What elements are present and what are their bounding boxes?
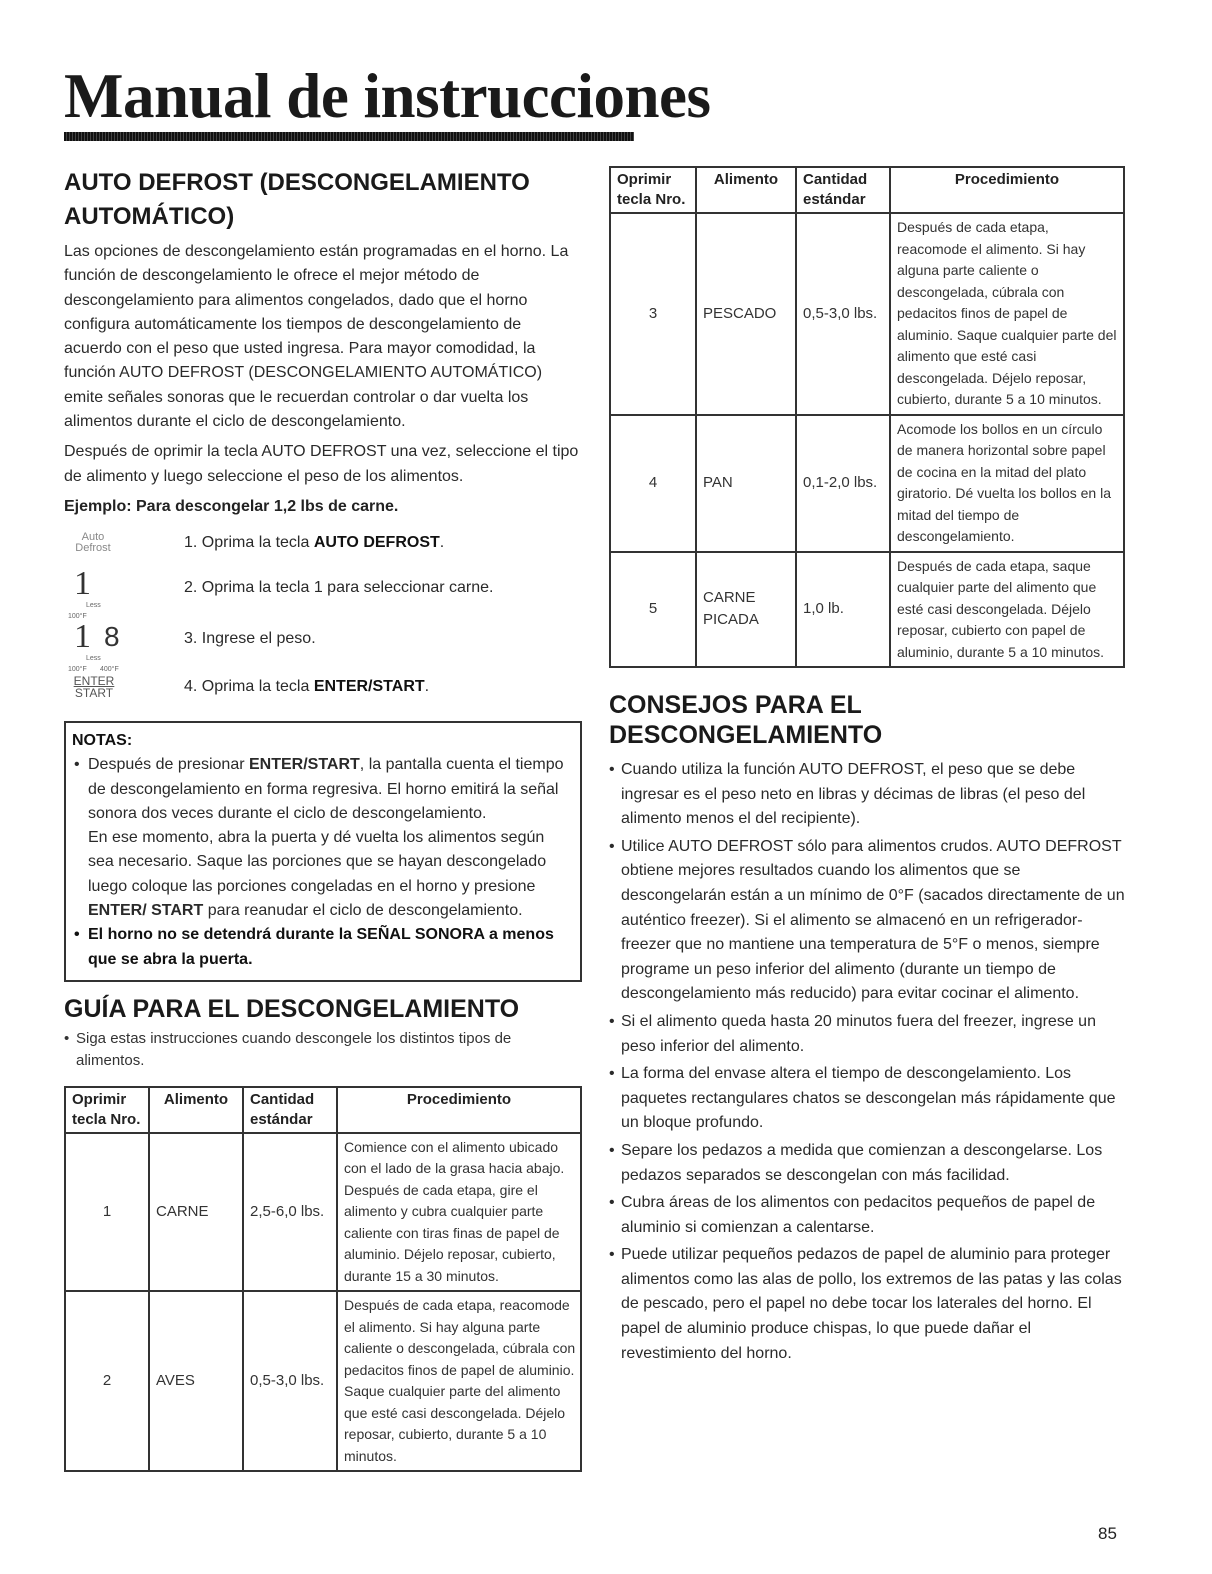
step-1 — [64, 523, 582, 563]
cell-procedure: Comience con el alimento ubicado con el lado de la grasa hacia abajo. Después de cada etapa, gire el alimento y cubra cualquier parte caliente con tiras finas de papel de aluminio. Déjelo reposar, cubierto, durante 15 a 30 minutos. — [337, 1133, 581, 1292]
step-2 — [64, 563, 582, 620]
cell-procedure: Después de cada etapa, reacomode el alimento. Si hay alguna parte caliente o descongelada, cúbrala con pedacitos finos de papel de aluminio. Saque cualquier parte del alimento que esté casi descongelada. Déjelo reposar, cubierto, durante 5 a 10 minutos. — [337, 1291, 581, 1471]
table-header-row — [610, 167, 1124, 213]
list-item: • Separe los pedazos a medida que comienzan a descongelarse. Los pedazos separados se descongelan con más facilidad. — [609, 1139, 1125, 1188]
table-row — [610, 415, 1124, 552]
notes-box — [64, 721, 582, 982]
auto-defrost-intro: Las opciones de descongelamiento están programadas en el horno. La función de descongelamiento le ofrece el mejor método de descongelamiento para alimentos congelados, dado que el horno configura automáticamente los tiempos de descongelamiento de acuerdo con el peso que usted ingresa. Para mayor comodidad, la función AUTO DEFROST (DESCONGELAMIENTO AUTOMÁTICO) emite señales sonoras que le recuerdan controlar o dar vuelta los alimentos durante el ciclo de descongelamiento. — [64, 243, 569, 431]
header-procedure: Procedimiento — [337, 1087, 581, 1133]
cell-food: AVES — [149, 1291, 243, 1471]
table-row — [65, 1291, 581, 1471]
list-item: • Si el alimento queda hasta 20 minutos fuera del freezer, ingrese un peso inferior del alimento. — [609, 1010, 1125, 1059]
defrost-guide-table-part-2 — [609, 166, 1125, 668]
step-3 — [64, 613, 582, 673]
cell-quantity: 0,5-3,0 lbs. — [243, 1291, 337, 1471]
cell-quantity: 0,5-3,0 lbs. — [796, 213, 890, 415]
weight-keys-icon: 1 Less 8 100°F 400°F — [68, 617, 120, 673]
cell-key: 2 — [65, 1291, 149, 1471]
header-key: Oprimir tecla Nro. — [610, 167, 696, 213]
cell-procedure: Después de cada etapa, reacomode el alimento. Si hay alguna parte caliente o descongelada, cúbrala con pedacitos finos de papel de aluminio. Saque cualquier parte del alimento que esté casi descongelada. Déjelo reposar, cubierto, durante 5 a 10 minutos. — [890, 213, 1124, 415]
defrost-guide-table-part-1 — [64, 1086, 582, 1473]
cell-food: CARNE PICADA — [696, 552, 796, 668]
example-heading: Ejemplo: Para descongelar 1,2 lbs de carne. — [64, 497, 399, 515]
consejos-heading: CONSEJOS PARA EL DESCONGELAMIENTO — [609, 691, 883, 749]
cell-key: 1 — [65, 1133, 149, 1292]
list-item: • Cuando utiliza la función AUTO DEFROST, el peso que se debe ingresar es el peso neto en libras y décimas de libras (el peso del alimento menos el del recipiente). — [609, 758, 1125, 832]
page-title: Manual de instrucciones — [64, 61, 711, 131]
list-item: • Puede utilizar pequeños pedazos de papel de aluminio para proteger alimentos como las alas de pollo, los extremos de las patas y las colas de pescado, pero el papel no debe tocar los laterales del horno. El papel de aluminio produce chispas, lo que puede dañar el revestimiento del horno. — [609, 1243, 1125, 1366]
left-column — [64, 166, 582, 1472]
step-1-text: 1. Oprima la tecla AUTO DEFROST. — [184, 533, 445, 551]
notes-title: NOTAS: — [72, 731, 133, 749]
table-row — [610, 213, 1124, 415]
list-item: • Utilice AUTO DEFROST sólo para alimentos crudos. AUTO DEFROST obtiene mejores resultados cuando los alimentos que se descongelarán están a un mínimo de 0°F (sacados directamente de un auténtico freezer). Si el alimento se almacenó en un refrigerador-freezer que no mantiene una temperatura de 5°F o menos, siempre programe un peso inferior del alimento (durante un tiempo de descongelamiento más reducido) para evitar cocinar el alimento. — [609, 835, 1125, 1007]
right-column — [609, 166, 1125, 1369]
list-item: • La forma del envase altera el tiempo de descongelamiento. Los paquetes rectangulares chatos se descongelan más rápidamente que un bloque profundo. — [609, 1062, 1125, 1136]
cell-quantity: 2,5-6,0 lbs. — [243, 1133, 337, 1292]
header-quantity: Cantidad estándar — [243, 1087, 337, 1133]
cell-key: 5 — [610, 552, 696, 668]
header-food: Alimento — [149, 1087, 243, 1133]
auto-defrost-heading: AUTO DEFROST (DESCONGELAMIENTO AUTOMÁTICO) — [64, 169, 530, 230]
page-number: 85 — [1098, 1524, 1117, 1543]
header-quantity: Cantidad estándar — [796, 167, 890, 213]
note-1: • Después de presionar ENTER/START, la pantalla cuenta el tiempo de descongelamiento en forma regresiva. El horno emitirá la señal sonora dos veces durante el ciclo de descongelamiento. — [72, 753, 570, 826]
cell-quantity: 1,0 lb. — [796, 552, 890, 668]
table-header-row — [65, 1087, 581, 1133]
cell-key: 4 — [610, 415, 696, 552]
note-1-continued: En ese momento, abra la puerta y dé vuelta los alimentos según sea necesario. Saque las porciones que se hayan descongelado luego coloque las porciones congeladas en el horno y presione ENTER/ START para reanudar el ciclo de descongelamiento. — [88, 829, 547, 920]
cell-procedure: Después de cada etapa, saque cualquier parte del alimento que esté casi descongelada. Déjelo reposar, cubierto con papel de aluminio, durante 5 a 10 minutos. — [890, 552, 1124, 668]
title-rule — [64, 132, 634, 141]
table-row — [610, 552, 1124, 668]
auto-defrost-instructions: Después de oprimir la tecla AUTO DEFROST una vez, seleccione el tipo de alimento y luego seleccione el peso de los alimentos. — [64, 443, 579, 485]
step-2-text: 2. Oprima la tecla 1 para seleccionar carne. — [184, 578, 494, 596]
step-4-text: 4. Oprima la tecla ENTER/START. — [184, 677, 430, 695]
note-2: • El horno no se detendrá durante la SEÑAL SONORA a menos que se abra la puerta. — [72, 923, 570, 972]
table-row — [65, 1133, 581, 1292]
steps-list — [64, 523, 582, 709]
cell-food: PESCADO — [696, 213, 796, 415]
enter-start-key-icon: ENTER START — [73, 673, 115, 700]
guia-intro: • Siga estas instrucciones cuando descongele los distintos tipos de alimentos. — [64, 1028, 582, 1072]
guia-heading: GUÍA PARA EL DESCONGELAMIENTO — [64, 994, 520, 1023]
header-key: Oprimir tecla Nro. — [65, 1087, 149, 1133]
cell-food: PAN — [696, 415, 796, 552]
auto-defrost-key-icon: Auto Defrost — [75, 530, 111, 554]
step-4 — [64, 665, 582, 709]
list-item: • Cubra áreas de los alimentos con pedacitos pequeños de papel de aluminio si comienzan a calentarse. — [609, 1191, 1125, 1240]
tips-list — [609, 758, 1125, 1366]
number-one-key-icon: 1 Less 100°F — [68, 564, 101, 620]
cell-quantity: 0,1-2,0 lbs. — [796, 415, 890, 552]
header-food: Alimento — [696, 167, 796, 213]
cell-food: CARNE — [149, 1133, 243, 1292]
cell-key: 3 — [610, 213, 696, 415]
cell-procedure: Acomode los bollos en un círculo de manera horizontal sobre papel de cocina en la mitad del plato giratorio. Dé vuelta los bollos en la mitad del tiempo de descongelamiento. — [890, 415, 1124, 552]
step-3-text: 3. Ingrese el peso. — [184, 629, 316, 647]
header-procedure: Procedimiento — [890, 167, 1124, 213]
